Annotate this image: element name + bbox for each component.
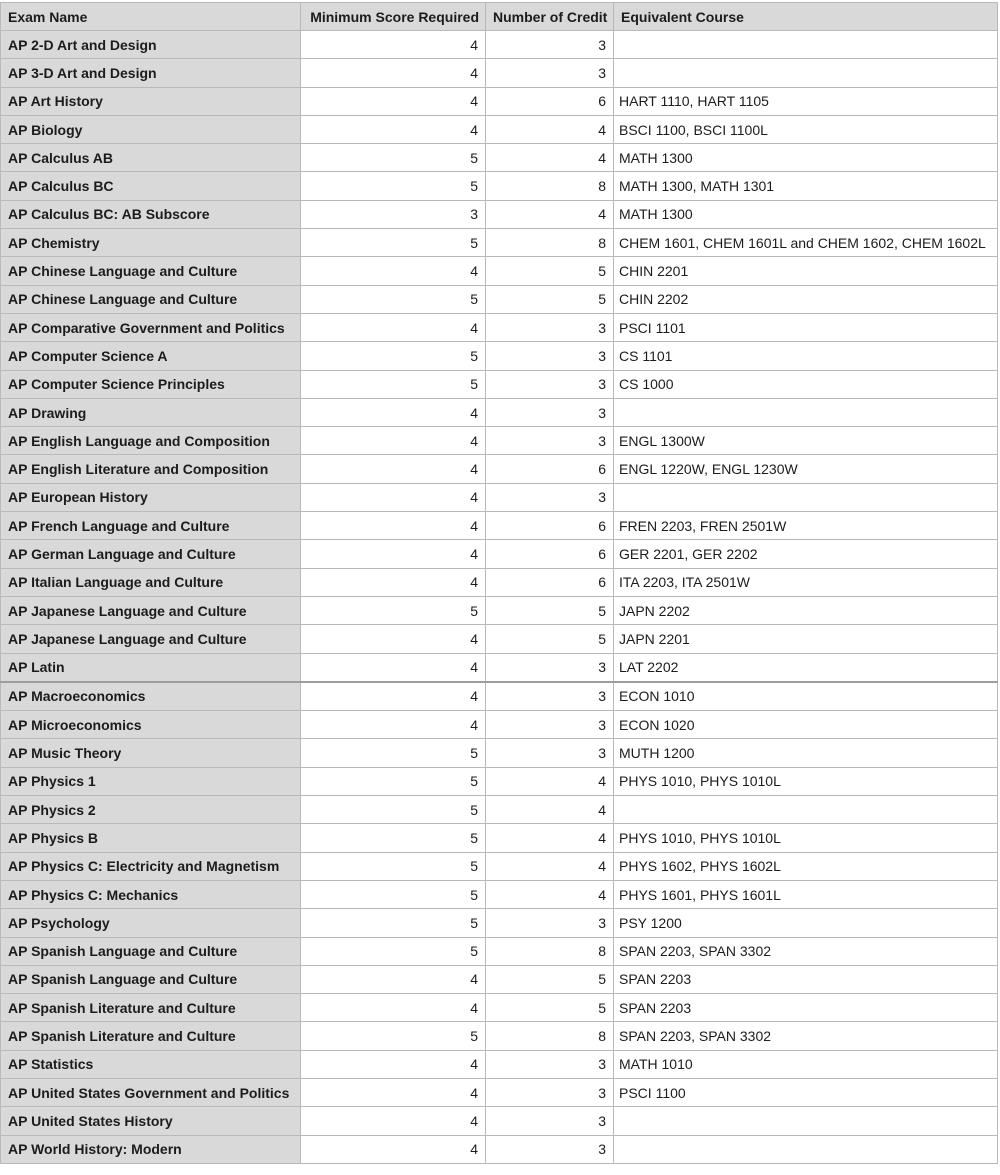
min-score-cell[interactable]: 4 [301, 965, 486, 993]
equivalent-course-cell[interactable]: MUTH 1200 [614, 739, 998, 767]
exam-name-cell[interactable]: AP Latin [1, 653, 301, 682]
equivalent-course-cell[interactable]: JAPN 2201 [614, 625, 998, 653]
table-header [1, 3, 998, 31]
equivalent-course-cell[interactable] [614, 1135, 998, 1163]
equivalent-course-cell[interactable]: SPAN 2203, SPAN 3302 [614, 937, 998, 965]
table-row [1, 31, 998, 59]
exam-name-cell[interactable]: AP Calculus BC: AB Subscore [1, 200, 301, 228]
table-row [1, 596, 998, 624]
table-row [1, 937, 998, 965]
credits-cell[interactable]: 4 [486, 144, 614, 172]
table-row [1, 568, 998, 596]
equivalent-course-cell[interactable]: MATH 1300 [614, 144, 998, 172]
min-score-cell[interactable]: 5 [301, 370, 486, 398]
credits-cell[interactable]: 3 [486, 909, 614, 937]
credits-cell[interactable]: 8 [486, 172, 614, 200]
credits-cell[interactable]: 4 [486, 200, 614, 228]
table-row [1, 398, 998, 426]
credits-cell[interactable]: 8 [486, 937, 614, 965]
exam-name-cell[interactable]: AP Chinese Language and Culture [1, 285, 301, 313]
min-score-cell[interactable]: 4 [301, 711, 486, 739]
equivalent-course-cell[interactable]: SPAN 2203 [614, 994, 998, 1022]
table-row [1, 342, 998, 370]
exam-name-cell[interactable]: AP Comparative Government and Politics [1, 313, 301, 341]
equivalent-course-cell[interactable] [614, 1107, 998, 1135]
exam-name-cell[interactable]: AP Italian Language and Culture [1, 568, 301, 596]
ap-credit-table [0, 2, 998, 1164]
table-row [1, 909, 998, 937]
credits-cell[interactable]: 3 [486, 427, 614, 455]
table-row [1, 285, 998, 313]
table-row [1, 824, 998, 852]
credits-cell[interactable]: 4 [486, 852, 614, 880]
min-score-cell[interactable]: 5 [301, 229, 486, 257]
min-score-cell[interactable]: 4 [301, 653, 486, 682]
credits-cell[interactable]: 4 [486, 767, 614, 795]
table-row [1, 852, 998, 880]
equivalent-course-cell[interactable]: ECON 1010 [614, 682, 998, 711]
min-score-cell[interactable]: 4 [301, 31, 486, 59]
credits-cell[interactable]: 8 [486, 1022, 614, 1050]
min-score-cell[interactable]: 4 [301, 483, 486, 511]
credits-cell[interactable]: 6 [486, 568, 614, 596]
min-score-cell[interactable]: 4 [301, 1078, 486, 1106]
table-body [1, 31, 998, 1164]
table-row [1, 1107, 998, 1135]
exam-name-cell[interactable]: AP Statistics [1, 1050, 301, 1078]
credits-cell[interactable]: 3 [486, 1050, 614, 1078]
exam-name-cell[interactable]: AP Physics C: Electricity and Magnetism [1, 852, 301, 880]
equivalent-course-cell[interactable]: PSCI 1101 [614, 313, 998, 341]
equivalent-course-cell[interactable]: CHIN 2202 [614, 285, 998, 313]
equivalent-course-cell[interactable]: MATH 1300 [614, 200, 998, 228]
min-score-cell[interactable]: 4 [301, 1135, 486, 1163]
equivalent-course-cell[interactable]: PHYS 1010, PHYS 1010L [614, 767, 998, 795]
header-row [1, 3, 998, 31]
table-row [1, 229, 998, 257]
equivalent-course-cell[interactable]: PHYS 1601, PHYS 1601L [614, 880, 998, 908]
credits-cell[interactable]: 3 [486, 739, 614, 767]
credits-cell[interactable]: 3 [486, 1078, 614, 1106]
table-row [1, 880, 998, 908]
table-row [1, 1135, 998, 1163]
min-score-cell[interactable]: 4 [301, 455, 486, 483]
table-row [1, 767, 998, 795]
min-score-cell[interactable]: 5 [301, 172, 486, 200]
credits-cell[interactable]: 4 [486, 796, 614, 824]
min-score-cell[interactable]: 5 [301, 909, 486, 937]
exam-name-cell[interactable]: AP English Language and Composition [1, 427, 301, 455]
min-score-cell[interactable]: 4 [301, 568, 486, 596]
credits-cell[interactable]: 3 [486, 483, 614, 511]
credits-cell[interactable]: 3 [486, 59, 614, 87]
table-row [1, 994, 998, 1022]
credits-cell[interactable]: 3 [486, 682, 614, 711]
credits-cell[interactable]: 5 [486, 625, 614, 653]
equivalent-course-cell[interactable] [614, 796, 998, 824]
table-row [1, 625, 998, 653]
exam-name-cell[interactable]: AP Macroeconomics [1, 682, 301, 711]
exam-name-cell[interactable]: AP United States History [1, 1107, 301, 1135]
ap-credit-sheet [0, 2, 998, 1164]
equivalent-course-cell[interactable]: PHYS 1602, PHYS 1602L [614, 852, 998, 880]
credits-cell[interactable]: 5 [486, 994, 614, 1022]
table-row [1, 512, 998, 540]
min-score-cell[interactable]: 5 [301, 937, 486, 965]
equivalent-course-cell[interactable]: ENGL 1300W [614, 427, 998, 455]
exam-name-cell[interactable]: AP Spanish Language and Culture [1, 937, 301, 965]
table-row [1, 257, 998, 285]
min-score-cell[interactable]: 5 [301, 342, 486, 370]
min-score-cell[interactable]: 3 [301, 200, 486, 228]
table-row [1, 427, 998, 455]
min-score-cell[interactable]: 5 [301, 824, 486, 852]
equivalent-course-cell[interactable] [614, 59, 998, 87]
exam-name-cell[interactable]: AP Chinese Language and Culture [1, 257, 301, 285]
table-row [1, 313, 998, 341]
exam-name-cell[interactable]: AP Biology [1, 115, 301, 143]
header-credits[interactable]: Number of Credit [486, 3, 614, 31]
min-score-cell[interactable]: 4 [301, 540, 486, 568]
table-row [1, 144, 998, 172]
equivalent-course-cell[interactable]: CHIN 2201 [614, 257, 998, 285]
min-score-cell[interactable]: 4 [301, 682, 486, 711]
credits-cell[interactable]: 4 [486, 824, 614, 852]
table-row [1, 965, 998, 993]
credits-cell[interactable]: 6 [486, 540, 614, 568]
min-score-cell[interactable]: 4 [301, 625, 486, 653]
equivalent-course-cell[interactable]: CS 1101 [614, 342, 998, 370]
exam-name-cell[interactable]: AP European History [1, 483, 301, 511]
table-row [1, 172, 998, 200]
min-score-cell[interactable]: 4 [301, 59, 486, 87]
equivalent-course-cell[interactable]: ENGL 1220W, ENGL 1230W [614, 455, 998, 483]
exam-name-cell[interactable]: AP United States Government and Politics [1, 1078, 301, 1106]
equivalent-course-cell[interactable] [614, 398, 998, 426]
table-row [1, 1078, 998, 1106]
min-score-cell[interactable]: 5 [301, 285, 486, 313]
credits-cell[interactable]: 4 [486, 880, 614, 908]
exam-name-cell[interactable]: AP World History: Modern [1, 1135, 301, 1163]
min-score-cell[interactable]: 4 [301, 313, 486, 341]
credits-cell[interactable]: 6 [486, 512, 614, 540]
min-score-cell[interactable]: 5 [301, 1022, 486, 1050]
equivalent-course-cell[interactable]: BSCI 1100, BSCI 1100L [614, 115, 998, 143]
equivalent-course-cell[interactable]: LAT 2202 [614, 653, 998, 682]
equivalent-course-cell[interactable]: MATH 1010 [614, 1050, 998, 1078]
equivalent-course-cell[interactable] [614, 31, 998, 59]
min-score-cell[interactable]: 4 [301, 398, 486, 426]
min-score-cell[interactable]: 4 [301, 87, 486, 115]
exam-name-cell[interactable]: AP Computer Science A [1, 342, 301, 370]
table-row [1, 370, 998, 398]
credits-cell[interactable]: 4 [486, 115, 614, 143]
min-score-cell[interactable]: 4 [301, 1107, 486, 1135]
exam-name-cell[interactable]: AP Psychology [1, 909, 301, 937]
table-row [1, 540, 998, 568]
table-row [1, 59, 998, 87]
credits-cell[interactable]: 3 [486, 342, 614, 370]
equivalent-course-cell[interactable]: SPAN 2203 [614, 965, 998, 993]
equivalent-course-cell[interactable] [614, 483, 998, 511]
equivalent-course-cell[interactable]: FREN 2203, FREN 2501W [614, 512, 998, 540]
credits-cell[interactable]: 6 [486, 455, 614, 483]
exam-name-cell[interactable]: AP Physics B [1, 824, 301, 852]
exam-name-cell[interactable]: AP Art History [1, 87, 301, 115]
equivalent-course-cell[interactable]: CS 1000 [614, 370, 998, 398]
equivalent-course-cell[interactable]: PSY 1200 [614, 909, 998, 937]
table-row [1, 115, 998, 143]
credits-cell[interactable]: 3 [486, 1107, 614, 1135]
table-row [1, 739, 998, 767]
equivalent-course-cell[interactable]: ITA 2203, ITA 2501W [614, 568, 998, 596]
table-row [1, 1050, 998, 1078]
equivalent-course-cell[interactable]: PHYS 1010, PHYS 1010L [614, 824, 998, 852]
table-row [1, 200, 998, 228]
credits-cell[interactable]: 3 [486, 31, 614, 59]
min-score-cell[interactable]: 5 [301, 596, 486, 624]
credits-cell[interactable]: 3 [486, 313, 614, 341]
equivalent-course-cell[interactable]: ECON 1020 [614, 711, 998, 739]
credits-cell[interactable]: 3 [486, 398, 614, 426]
min-score-cell[interactable]: 4 [301, 994, 486, 1022]
exam-name-cell[interactable]: AP Spanish Literature and Culture [1, 994, 301, 1022]
credits-cell[interactable]: 6 [486, 87, 614, 115]
exam-name-cell[interactable]: AP Physics C: Mechanics [1, 880, 301, 908]
min-score-cell[interactable]: 5 [301, 767, 486, 795]
min-score-cell[interactable]: 4 [301, 257, 486, 285]
min-score-cell[interactable]: 4 [301, 115, 486, 143]
equivalent-course-cell[interactable]: PSCI 1100 [614, 1078, 998, 1106]
exam-name-cell[interactable]: AP Physics 2 [1, 796, 301, 824]
exam-name-cell[interactable]: AP 2-D Art and Design [1, 31, 301, 59]
table-row [1, 711, 998, 739]
table-row [1, 682, 998, 711]
table-row [1, 483, 998, 511]
table-row [1, 87, 998, 115]
exam-name-cell[interactable]: AP Drawing [1, 398, 301, 426]
equivalent-course-cell[interactable]: MATH 1300, MATH 1301 [614, 172, 998, 200]
exam-name-cell[interactable]: AP Music Theory [1, 739, 301, 767]
credits-cell[interactable]: 3 [486, 711, 614, 739]
credits-cell[interactable]: 5 [486, 965, 614, 993]
table-row [1, 796, 998, 824]
credits-cell[interactable]: 5 [486, 257, 614, 285]
exam-name-cell[interactable]: AP English Literature and Composition [1, 455, 301, 483]
equivalent-course-cell[interactable]: HART 1110, HART 1105 [614, 87, 998, 115]
credits-cell[interactable]: 5 [486, 596, 614, 624]
table-row [1, 653, 998, 682]
exam-name-cell[interactable]: AP Spanish Literature and Culture [1, 1022, 301, 1050]
equivalent-course-cell[interactable]: CHEM 1601, CHEM 1601L and CHEM 1602, CHEM 1602L [614, 229, 998, 257]
table-row [1, 455, 998, 483]
equivalent-course-cell[interactable]: JAPN 2202 [614, 596, 998, 624]
exam-name-cell[interactable]: AP Japanese Language and Culture [1, 625, 301, 653]
min-score-cell[interactable]: 4 [301, 512, 486, 540]
min-score-cell[interactable]: 4 [301, 1050, 486, 1078]
min-score-cell[interactable]: 4 [301, 427, 486, 455]
exam-name-cell[interactable]: AP German Language and Culture [1, 540, 301, 568]
header-equivalent-course[interactable]: Equivalent Course [614, 3, 998, 31]
exam-name-cell[interactable]: AP Calculus BC [1, 172, 301, 200]
exam-name-cell[interactable]: AP Chemistry [1, 229, 301, 257]
min-score-cell[interactable]: 5 [301, 796, 486, 824]
exam-name-cell[interactable]: AP Microeconomics [1, 711, 301, 739]
min-score-cell[interactable]: 5 [301, 144, 486, 172]
credits-cell[interactable]: 3 [486, 1135, 614, 1163]
exam-name-cell[interactable]: AP Physics 1 [1, 767, 301, 795]
header-min-score[interactable]: Minimum Score Required [301, 3, 486, 31]
exam-name-cell[interactable]: AP 3-D Art and Design [1, 59, 301, 87]
exam-name-cell[interactable]: AP Calculus AB [1, 144, 301, 172]
min-score-cell[interactable]: 5 [301, 739, 486, 767]
exam-name-cell[interactable]: AP Japanese Language and Culture [1, 596, 301, 624]
min-score-cell[interactable]: 5 [301, 880, 486, 908]
header-exam-name[interactable]: Exam Name [1, 3, 301, 31]
exam-name-cell[interactable]: AP Spanish Language and Culture [1, 965, 301, 993]
equivalent-course-cell[interactable]: GER 2201, GER 2202 [614, 540, 998, 568]
credits-cell[interactable]: 3 [486, 370, 614, 398]
exam-name-cell[interactable]: AP Computer Science Principles [1, 370, 301, 398]
min-score-cell[interactable]: 5 [301, 852, 486, 880]
equivalent-course-cell[interactable]: SPAN 2203, SPAN 3302 [614, 1022, 998, 1050]
credits-cell[interactable]: 5 [486, 285, 614, 313]
credits-cell[interactable]: 3 [486, 653, 614, 682]
credits-cell[interactable]: 8 [486, 229, 614, 257]
exam-name-cell[interactable]: AP French Language and Culture [1, 512, 301, 540]
table-row [1, 1022, 998, 1050]
